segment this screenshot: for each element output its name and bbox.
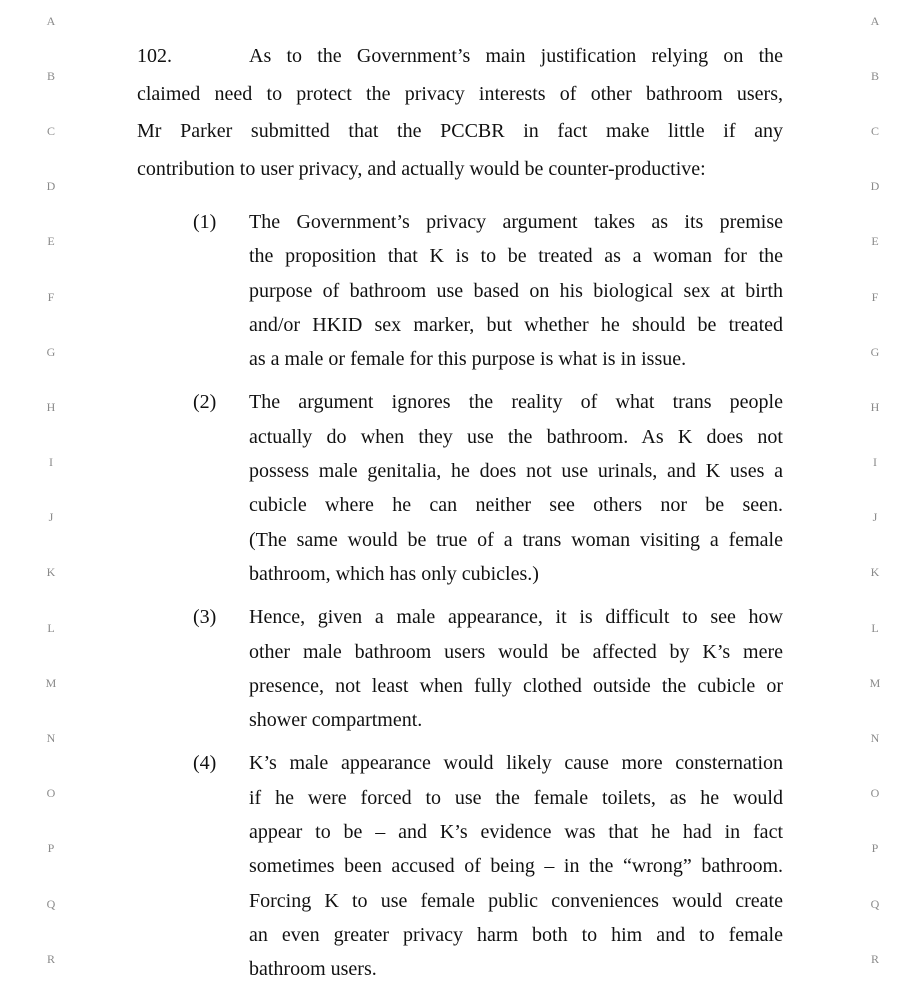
list-item-line: The argument ignores the reality of what trans people: [249, 391, 783, 414]
margin-letter-k: K: [46, 565, 56, 579]
list-item-line: bathroom users.: [249, 958, 377, 981]
list-item-3: [193, 600, 783, 737]
margin-letter-h: H: [870, 400, 880, 414]
margin-letter-f: F: [47, 290, 55, 304]
list-item-4: [193, 746, 783, 986]
margin-letter-r: R: [870, 952, 879, 966]
list-item-line: possess male genitalia, he does not use urinals, and K uses a: [249, 460, 783, 483]
margin-letter-f: F: [871, 290, 879, 304]
list-item-line: Forcing K to use female public conveniences would create: [249, 889, 783, 912]
margin-letter-d: D: [870, 179, 880, 193]
paragraph-line: [137, 38, 783, 76]
margin-letter-l: L: [871, 621, 879, 635]
paragraph-line-text: As to the Government’s main justification relying on the: [249, 45, 783, 67]
margin-letter-n: N: [46, 731, 56, 745]
margin-letter-i: I: [49, 455, 53, 469]
list-item-line: shower compartment.: [249, 709, 423, 732]
list-item-line: appear to be – and K’s evidence was that he had in fact: [249, 821, 783, 844]
list-item-2: [193, 385, 783, 591]
margin-letter-b: B: [870, 69, 879, 83]
margin-letter-h: H: [46, 400, 56, 414]
margin-letter-q: Q: [870, 897, 880, 911]
right-margin-letters: [860, 0, 890, 1000]
list-item-number: (1): [193, 211, 217, 233]
margin-letter-m: M: [869, 676, 881, 690]
list-item-line: other male bathroom users would be affected by K’s mere: [249, 640, 783, 663]
judgment-text: [137, 38, 783, 987]
margin-letter-p: P: [47, 841, 55, 855]
list-item-line: K’s male appearance would likely cause more consternation: [249, 752, 783, 775]
list-item-line: and/or HKID sex marker, but whether he should be treated: [249, 313, 783, 336]
list-item-number: (2): [193, 391, 217, 414]
margin-letter-e: E: [47, 234, 55, 248]
left-margin-letters: [36, 0, 66, 1000]
margin-letter-c: C: [870, 124, 879, 138]
list-item-1: [193, 205, 783, 376]
paragraph-line: Mr Parker submitted that the PCCBR in fact make little if any: [137, 120, 783, 142]
paragraph-102: [137, 38, 783, 188]
margin-letter-k: K: [870, 565, 880, 579]
paragraph-line: claimed need to protect the privacy interests of other bathroom users,: [137, 82, 783, 105]
margin-letter-r: R: [46, 952, 55, 966]
list-item-line: presence, not least when fully clothed outside the cubicle or: [249, 674, 783, 697]
margin-letter-a: A: [870, 14, 880, 28]
margin-letter-j: J: [872, 510, 878, 524]
list-item-line: The Government’s privacy argument takes as its premise: [249, 211, 783, 233]
list-item-line: Hence, given a male appearance, it is difficult to see how: [249, 606, 783, 629]
margin-letter-g: G: [46, 345, 56, 359]
list-item-line: an even greater privacy harm both to him and to female: [249, 923, 783, 946]
list-item-line: purpose of bathroom use based on his biological sex at birth: [249, 279, 783, 302]
list-item-line: (The same would be true of a trans woman visiting a female: [249, 528, 783, 551]
list-item-line: the proposition that K is to be treated as a woman for the: [249, 245, 783, 268]
margin-letter-e: E: [871, 234, 879, 248]
paragraph-number: 102.: [137, 45, 172, 67]
margin-letter-l: L: [47, 621, 55, 635]
list-item-line: sometimes been accused of being – in the “wrong” bathroom.: [249, 855, 783, 878]
paragraph-line: contribution to user privacy, and actually would be counter-productive:: [137, 157, 706, 180]
margin-letter-b: B: [46, 69, 55, 83]
margin-letter-i: I: [873, 455, 877, 469]
margin-letter-o: O: [46, 786, 56, 800]
list-item-line: if he were forced to use the female toilets, as he would: [249, 786, 783, 809]
margin-letter-d: D: [46, 179, 56, 193]
margin-letter-p: P: [871, 841, 879, 855]
list-item-number: (3): [193, 606, 217, 629]
margin-letter-a: A: [46, 14, 56, 28]
list-item-line: bathroom, which has only cubicles.): [249, 562, 539, 585]
margin-letter-j: J: [48, 510, 54, 524]
margin-letter-o: O: [870, 786, 880, 800]
list-item-line: actually do when they use the bathroom. As K does not: [249, 425, 783, 448]
list-item-line: as a male or female for this purpose is what is in issue.: [249, 348, 687, 371]
list-item-number: (4): [193, 752, 217, 775]
margin-letter-c: C: [46, 124, 55, 138]
margin-letter-g: G: [870, 345, 880, 359]
margin-letter-q: Q: [46, 897, 56, 911]
margin-letter-m: M: [45, 676, 57, 690]
margin-letter-n: N: [870, 731, 880, 745]
list-item-line: cubicle where he can neither see others nor be seen.: [249, 494, 783, 517]
